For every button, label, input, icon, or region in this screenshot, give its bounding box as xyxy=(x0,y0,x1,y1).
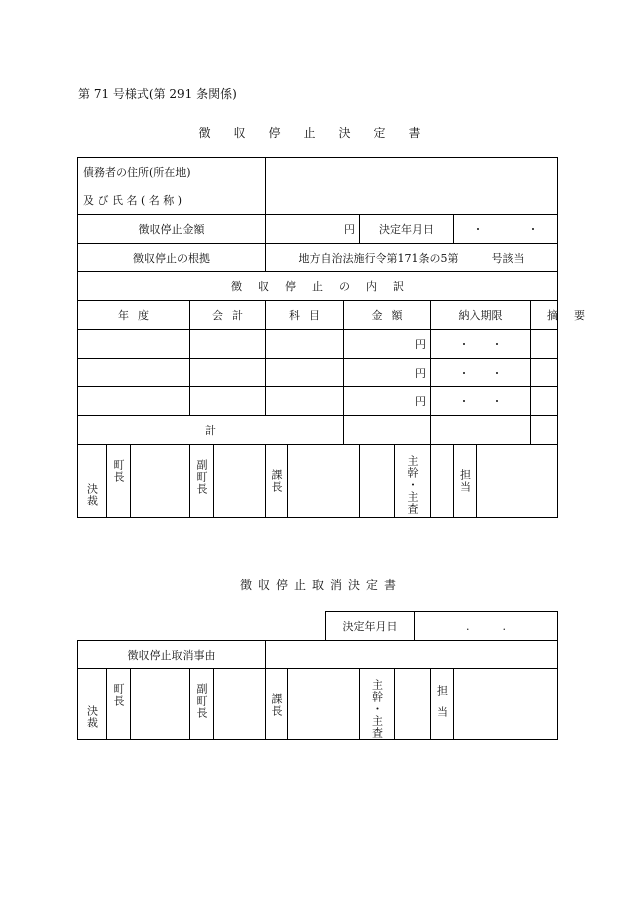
cancel-staff-stamp[interactable] xyxy=(454,669,558,740)
suspension-basis-value[interactable]: 地方自治法施行令第171条の5第 号該当 xyxy=(266,244,558,272)
staff-stamp[interactable] xyxy=(477,445,558,518)
row1-account[interactable] xyxy=(190,330,266,359)
staff-label: 担当 xyxy=(458,469,472,493)
cancel-reason-label: 徴収停止取消事由 xyxy=(78,641,266,669)
total-amount[interactable] xyxy=(344,416,431,445)
row3-account[interactable] xyxy=(190,387,266,416)
row2-amount[interactable]: 円 xyxy=(344,359,431,387)
row2-deadline[interactable]: ・ ・ xyxy=(431,359,531,387)
mayor-label: 町長 xyxy=(107,445,131,518)
form-number: 第 71 号様式(第 291 条関係) xyxy=(78,87,237,101)
table-row xyxy=(78,330,558,359)
row1-remarks[interactable] xyxy=(531,330,558,359)
row3-fiscal-year[interactable] xyxy=(78,387,190,416)
cancel-mayor-label: 町長 xyxy=(107,669,131,740)
cancel-date-table xyxy=(325,611,558,641)
cancellation-table xyxy=(77,640,558,740)
cancel-chief-clerk-stamp[interactable] xyxy=(395,669,431,740)
header-remarks: 摘要 xyxy=(531,301,558,330)
row2-remarks[interactable] xyxy=(531,359,558,387)
header-payment-deadline: 納入期限 xyxy=(431,301,531,330)
cancel-mayor-stamp[interactable] xyxy=(131,669,190,740)
suspension-basis-label: 徴収停止の根拠 xyxy=(78,244,266,272)
total-label: 計 xyxy=(78,416,344,445)
suspension-amount-label: 徴収停止金額 xyxy=(78,215,266,244)
deputy-mayor-label: 副町長 xyxy=(190,445,214,518)
header-item: 科目 xyxy=(266,301,344,330)
cancel-reason-value[interactable] xyxy=(266,641,558,669)
cancel-date-value[interactable]: . . xyxy=(415,612,558,641)
decision-date-value[interactable]: ・ ・ xyxy=(454,215,558,244)
table-row xyxy=(78,359,558,387)
row2-fiscal-year[interactable] xyxy=(78,359,190,387)
decision-label: 決裁 xyxy=(78,445,107,518)
cancel-date-label: 決定年月日 xyxy=(326,612,415,641)
cancel-decision-label: 決裁 xyxy=(78,669,107,740)
cancel-deputy-mayor-stamp[interactable] xyxy=(214,669,266,740)
cancel-section-chief-stamp[interactable] xyxy=(288,669,360,740)
total-deadline xyxy=(431,416,531,445)
deputy-mayor-stamp[interactable] xyxy=(214,445,266,518)
row3-item[interactable] xyxy=(266,387,344,416)
decision-date-label: 決定年月日 xyxy=(360,215,454,244)
header-amount: 金額 xyxy=(344,301,431,330)
chief-clerk-stamp[interactable] xyxy=(431,445,454,517)
breakdown-heading: 徴収停止の内訳 xyxy=(78,272,558,301)
table-row xyxy=(78,387,558,416)
collection-suspension-table xyxy=(77,157,601,518)
cancel-deputy-mayor-label: 副町長 xyxy=(190,669,214,740)
row1-deadline[interactable]: ・ ・ xyxy=(431,330,531,359)
section-chief-cell xyxy=(266,445,360,518)
row1-fiscal-year[interactable] xyxy=(78,330,190,359)
row3-remarks[interactable] xyxy=(531,387,558,416)
cancel-section-chief-label: 課長 xyxy=(266,669,288,740)
section-chief-stamp[interactable] xyxy=(288,445,359,517)
row2-account[interactable] xyxy=(190,359,266,387)
cancel-approval-row xyxy=(78,669,558,740)
row3-deadline[interactable]: ・ ・ xyxy=(431,387,531,416)
approval-row xyxy=(78,445,558,518)
debtor-label-line2: 及 び 氏 名 ( 名 称 ) xyxy=(78,187,266,215)
chief-clerk-area xyxy=(431,445,477,518)
row1-amount[interactable]: 円 xyxy=(344,330,431,359)
mayor-stamp[interactable] xyxy=(131,445,190,518)
page-title: 徴収停止決定書 xyxy=(198,126,444,140)
debtor-label-line1: 債務者の住所(所在地) xyxy=(78,158,266,187)
header-account: 会計 xyxy=(190,301,266,330)
section-chief-label: 課長 xyxy=(266,445,288,517)
chief-clerk-label: 主幹・主査 xyxy=(395,445,431,518)
header-fiscal-year: 年度 xyxy=(78,301,190,330)
cancel-staff-label: 担当 xyxy=(431,669,454,740)
row3-amount[interactable]: 円 xyxy=(344,387,431,416)
total-remarks xyxy=(531,416,558,445)
cancel-title: 徴収停止取消決定書 xyxy=(239,578,402,592)
suspension-amount-value[interactable]: 円 xyxy=(266,215,360,244)
row1-item[interactable] xyxy=(266,330,344,359)
row2-item[interactable] xyxy=(266,359,344,387)
cancel-chief-clerk-label: 主幹・主査 xyxy=(360,669,395,740)
chief-clerk-stamp-left[interactable] xyxy=(360,445,395,518)
debtor-value[interactable] xyxy=(266,158,558,215)
